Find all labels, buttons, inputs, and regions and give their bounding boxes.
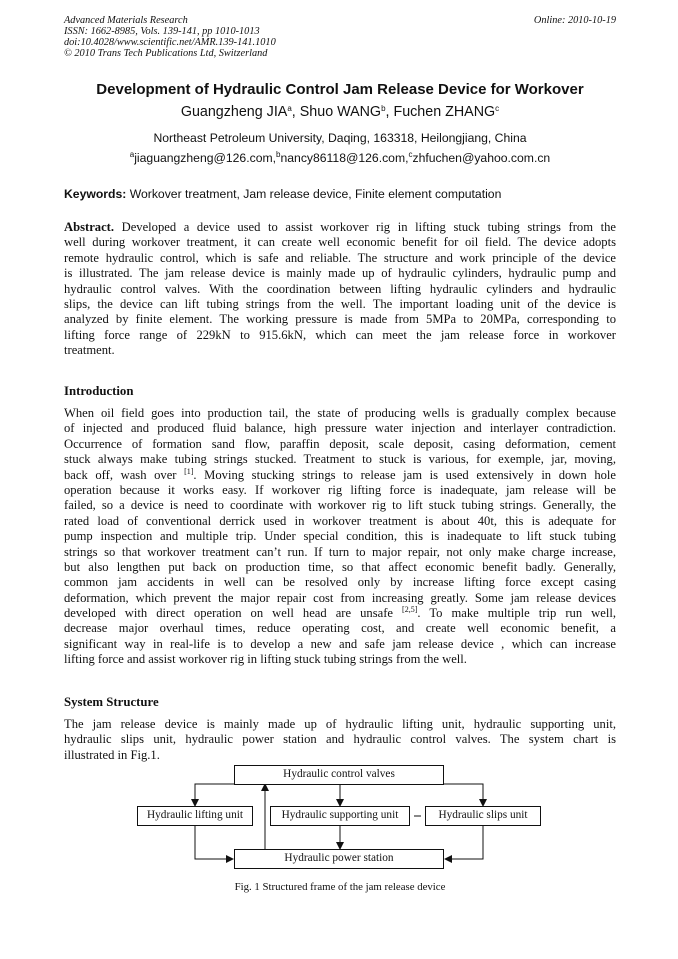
arrow-valves-to-lifting bbox=[195, 784, 234, 806]
box-slips-unit: Hydraulic slips unit bbox=[425, 806, 541, 826]
arrow-valves-to-slips bbox=[444, 784, 483, 806]
author-name: Guangzheng JIA bbox=[180, 104, 288, 120]
system-line: illustrated in Fig.1. bbox=[64, 747, 160, 762]
intro-line: significant way in real-life is to develop a new and safe jam release device , which can increase bbox=[64, 636, 616, 651]
intro-text: back off, wash over bbox=[64, 467, 185, 482]
paper-title: Development of Hydraulic Control Jam Release Device for Workover bbox=[96, 81, 584, 98]
abstract-line: analyzed by finite element. The working pressure is made from 5MPa to 20MPa, corresponding to bbox=[64, 312, 616, 327]
system-structure-heading: System Structure bbox=[64, 695, 159, 709]
intro-line: but also lengthen put back on production time, so that affect economic benefit badly. Generally, bbox=[64, 559, 616, 574]
email-mark: c bbox=[408, 150, 413, 159]
keywords-text: Workover treatment, Jam release device, Finite element computation bbox=[129, 187, 502, 201]
email-address: zhfuchen@yahoo.com.cn bbox=[412, 151, 551, 165]
author-mark: a bbox=[287, 104, 292, 113]
intro-line: rated load of conventional derrick used in workover treatment is about 40t, this is adequate for bbox=[64, 513, 616, 528]
author-name: Fuchen ZHANG bbox=[393, 104, 496, 120]
online-date: Online: 2010-10-19 bbox=[533, 15, 616, 26]
arrow-lifting-to-power bbox=[195, 826, 233, 859]
citation: [1] bbox=[184, 466, 194, 476]
author-name: Shuo WANG bbox=[299, 104, 382, 120]
email-mark: a bbox=[129, 150, 135, 159]
intro-line: Occurrence of formation sand flow, paraffin deposit, scale deposit, casing deformation, cement bbox=[64, 436, 616, 451]
abstract-line: well during workover treatment, it can create well economic benefit for oil field. The device adopts bbox=[64, 235, 616, 250]
email-mark: b bbox=[276, 150, 281, 159]
intro-line: decrease major overhaul times, reduce operating cost, and create well economic benefit, a bbox=[64, 621, 616, 636]
box-supporting-unit: Hydraulic supporting unit bbox=[270, 806, 410, 826]
abstract-line: treatment. bbox=[64, 343, 115, 358]
introduction-heading: Introduction bbox=[64, 384, 134, 398]
intro-line: When oil field goes into production tail, the state of producing wells is gradually complex because bbox=[64, 406, 616, 420]
introduction-body bbox=[64, 406, 616, 668]
journal-name: Advanced Materials Research bbox=[64, 15, 188, 26]
system-structure-body bbox=[64, 717, 616, 763]
intro-line: failed, so a device is need to coordinate with workover rig to lift stuck tubing strings. Generally, the bbox=[64, 498, 616, 513]
citation: [2,5] bbox=[402, 605, 418, 615]
intro-line: of injected and produced fluid balance, high pressure water injection and interlayer contradiction. bbox=[64, 421, 616, 436]
abstract-line: hydraulic control valves. With the coordination between lifting hydraulic cylinders and hydraulic bbox=[64, 281, 616, 296]
intro-line: pump inspection and multiple trip. Under special condition, this is inadequate to lift stuck tubing bbox=[64, 529, 616, 544]
intro-line: common jam accidents in well can be resolved only by increase lifting force except casing bbox=[64, 575, 616, 590]
email-list: $^a$jiaguangzheng@126.com,$^b$nancy86118@126.com,$^c$zhfuchen@yahoo.com.cn bbox=[129, 150, 551, 165]
intro-line: operation because it works easy. If workover rig lifting force is inadequate, jam release will be bbox=[64, 482, 616, 497]
doi-line: doi:10.4028/www.scientific.net/AMR.139-141.1010 bbox=[64, 37, 276, 48]
abstract-line: remote hydraulic control, which is safe and reliable. The structure and work principle of the device bbox=[64, 250, 616, 265]
intro-text: developed with direct operation on well head are unsafe bbox=[64, 606, 403, 621]
email-address: nancy86118@126.com bbox=[280, 151, 406, 165]
intro-text: . To make multiple trip run well, bbox=[417, 606, 616, 621]
intro-line: lifting force and assist workover rig in lifting stuck tubing strings from the well. bbox=[64, 652, 467, 667]
author-mark: b bbox=[381, 104, 386, 113]
intro-line: stuck always make tubing strings stucked. Treatment to stuck is various, for exemple, jar, moving, bbox=[64, 452, 616, 467]
system-line: hydraulic slips unit, hydraulic power station and hydraulic control valves. The system chart is bbox=[64, 732, 616, 747]
author-mark: c bbox=[495, 104, 500, 113]
abstract bbox=[64, 220, 616, 359]
system-line: The jam release device is mainly made up of hydraulic lifting unit, hydraulic supporting unit, bbox=[64, 717, 616, 731]
abstract-line: is illustrated. The jam release device is mainly made up of hydraulic cylinders, hydraulic pump and bbox=[64, 266, 616, 281]
keywords bbox=[64, 187, 616, 201]
affiliation: Northeast Petroleum University, Daqing, 163318, Heilongjiang, China bbox=[153, 131, 527, 145]
abstract-line bbox=[64, 220, 616, 235]
box-power-station: Hydraulic power station bbox=[234, 849, 444, 869]
intro-line: deformation, which prevent the major repair cost from increasing greatly. Some jam release devices bbox=[64, 590, 616, 605]
box-control-valves: Hydraulic control valves bbox=[234, 765, 444, 785]
issn-line: ISSN: 1662-8985, Vols. 139-141, pp 1010-1013 bbox=[64, 26, 260, 37]
email-address: jiaguangzheng@126.com bbox=[134, 151, 273, 165]
copyright-line: © 2010 Trans Tech Publications Ltd, Switzerland bbox=[64, 48, 268, 59]
figure-caption: Fig. 1 Structured frame of the jam release device bbox=[234, 881, 446, 893]
abstract-line: slips, the device can lift tubing strings from the well. The important loading unit of the device is bbox=[64, 296, 616, 311]
box-lifting-unit: Hydraulic lifting unit bbox=[137, 806, 253, 826]
abstract-label: Abstract. bbox=[64, 220, 115, 234]
keywords-label: Keywords: bbox=[64, 187, 127, 201]
intro-line bbox=[64, 606, 616, 621]
abstract-line: lifting force range of 229kN to 915.6kN, which can meet the jam release force in workover bbox=[64, 327, 616, 342]
abstract-text: Developed a device used to assist workover rig in lifting stuck tubing strings from the bbox=[114, 220, 616, 234]
arrow-slips-to-power bbox=[445, 826, 483, 859]
intro-text: . Moving stucking strings to release jam is used extensively in down hole bbox=[193, 467, 617, 482]
journal-header bbox=[64, 15, 616, 59]
intro-line bbox=[64, 468, 616, 483]
intro-line: strings so that workover treatment can’t run. If turn to major repair, not only make charge increase, bbox=[64, 544, 616, 559]
author-list: Guangzheng JIA$^a$, Shuo WANG$^b$, Fuchen ZHANG$^c$ bbox=[180, 104, 500, 120]
